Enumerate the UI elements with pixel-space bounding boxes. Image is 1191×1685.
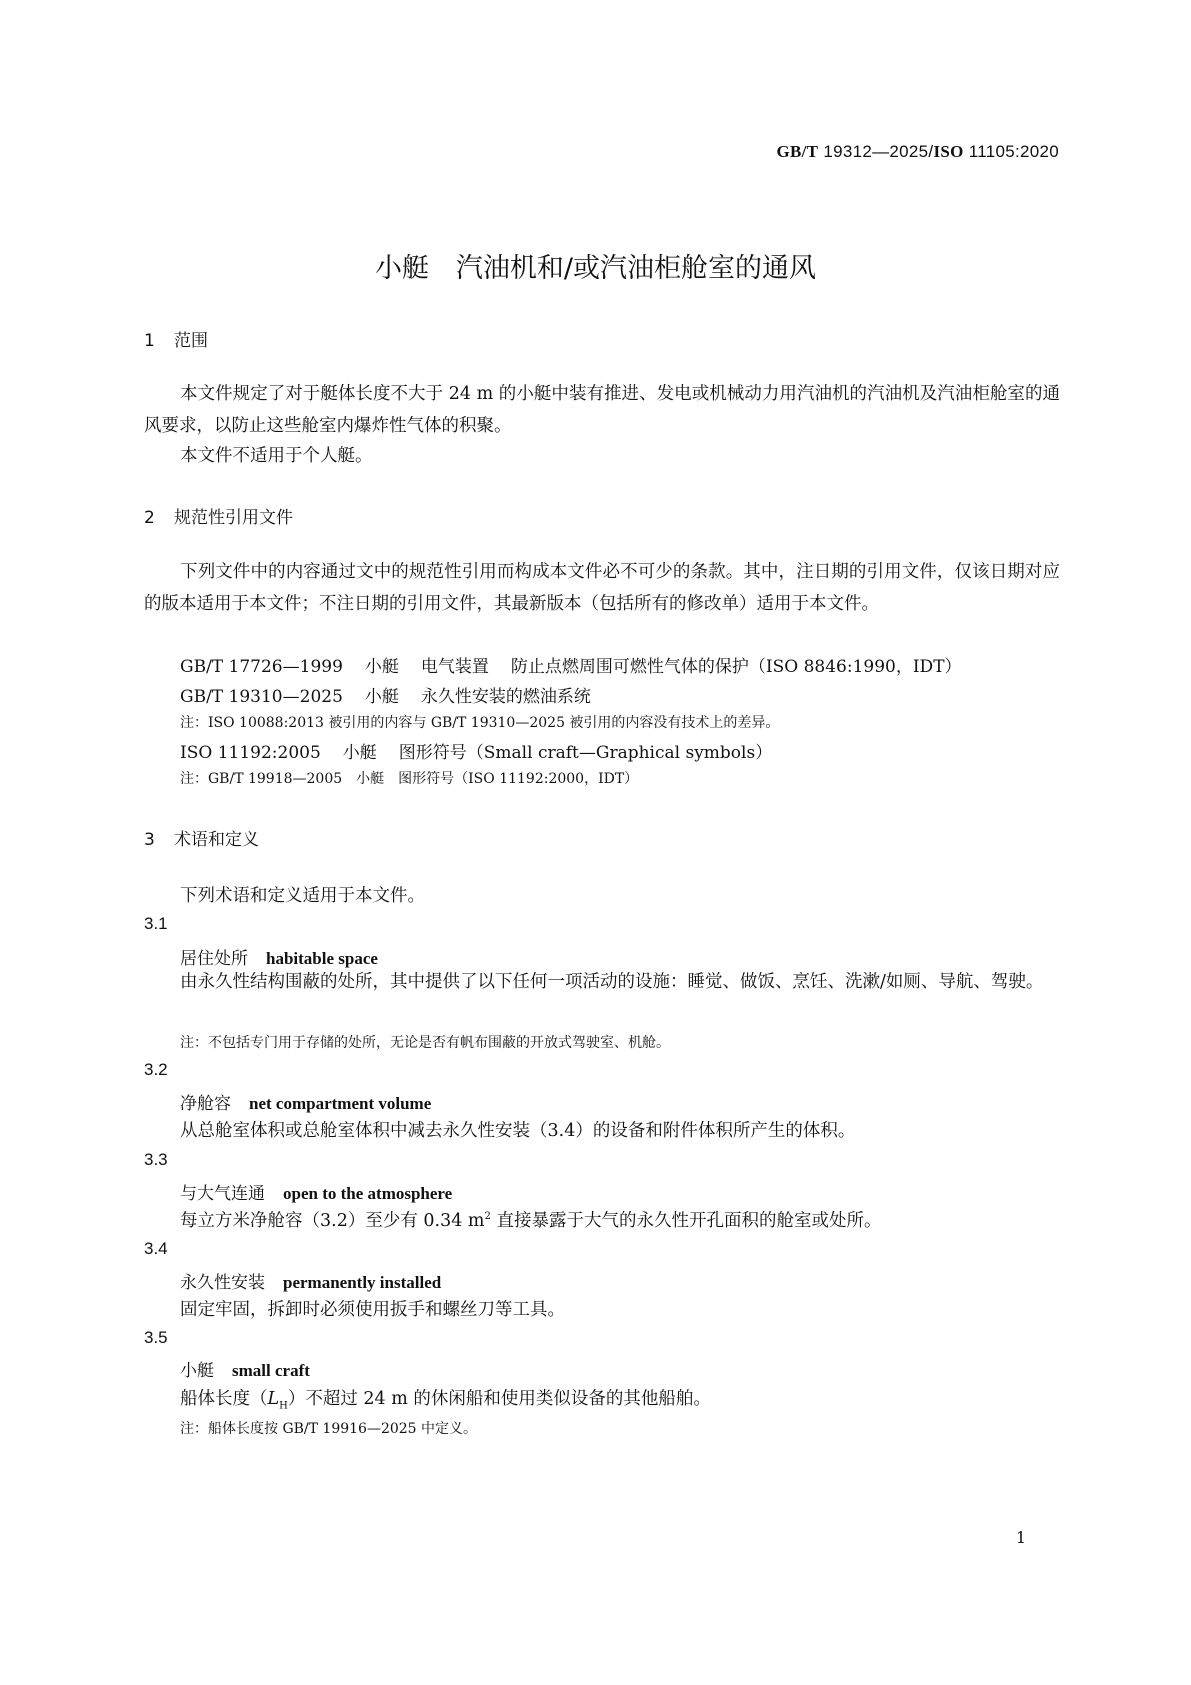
term-heading: 小艇 small craft [180, 1361, 310, 1381]
reference-item: GB/T 19310—2025 小艇 永久性安装的燃油系统 [180, 687, 591, 707]
clause-number: 3.3 [144, 1150, 168, 1169]
note: 注：ISO 10088:2013 被引用的内容与 GB/T 19310—2025 被引用的内容没有技术上的差异。 [180, 715, 780, 731]
section-2-heading: 2 规范性引用文件 [144, 508, 293, 528]
term-heading: 永久性安装 permanently installed [180, 1273, 442, 1293]
term-definition: 从总舱室体积或总舱室体积中减去永久性安装（3.4）的设备和附件体积所产生的体积。 [180, 1121, 856, 1141]
term-definition: 固定牢固，拆卸时必须使用扳手和螺丝刀等工具。 [180, 1300, 565, 1320]
clause-number: 3.5 [144, 1328, 168, 1347]
standard-number: GB/T 19312—2025/ISO 11105:2020 [776, 142, 1059, 161]
term-definition: 每立方米净舱容（3.2）至少有 0.34 $m^2$ 直接暴露于大气的永久性开孔面积的舱室或处所。 [180, 1211, 882, 1231]
section-1-paragraph: 本文件规定了对于艇体长度不大于 24 m 的小艇中装有推进、发电或机械动力用汽油机的汽油机及汽油柜舱室的通风要求，以防止这些舱室内爆炸性气体的积聚。 [144, 384, 1060, 436]
section-2-paragraph: 下列文件中的内容通过文中的规范性引用而构成本文件必不可少的条款。其中，注日期的引用文件，仅该日期对应的版本适用于本文件；不注日期的引用文件，其最新版本（包括所有的修改单）适用于本文件。 [144, 562, 1060, 614]
term-heading: 净舱容 net compartment volume [180, 1094, 432, 1114]
note: 注：GB/T 19918—2005 小艇 图形符号（ISO 11192:2000，IDT） [180, 771, 639, 787]
note: 注：不包括专门用于存储的处所，无论是否有帆布围蔽的开放式驾驶室、机舱。 [180, 1035, 670, 1051]
page-number: 1 [1015, 1528, 1026, 1547]
clause-number: 3.2 [144, 1060, 168, 1079]
term-heading: 居住处所 habitable space [180, 949, 378, 969]
section-3-heading: 3 术语和定义 [144, 830, 259, 850]
term-definition: 船体长度$(L_H)$不超过 24 m 的休闲船和使用类似设备的其他船舶。 [180, 1389, 711, 1412]
reference-item: ISO 11192:2005 小艇 图形符号（Small craft—Graphical symbols） [180, 743, 773, 763]
clause-number: 3.1 [144, 914, 168, 933]
note: 注：船体长度按 GB/T 19916—2025 中定义。 [180, 1421, 478, 1437]
document-title: 小艇 汽油机和/或汽油柜舱室的通风 [374, 253, 817, 284]
section-3-intro: 下列术语和定义适用于本文件。 [180, 886, 425, 906]
term-definition: 由永久性结构围蔽的处所，其中提供了以下任何一项活动的设施：睡觉、做饭、烹饪、洗漱/如厕、导航、驾驶。 [180, 972, 1044, 992]
section-1-heading: 1 范围 [144, 331, 208, 351]
clause-number: 3.4 [144, 1239, 168, 1258]
reference-item: GB/T 17726—1999 小艇 电气装置 防止点燃周围可燃性气体的保护（ISO 8846:1990，IDT） [180, 657, 962, 677]
term-heading: 与大气连通 open to the atmosphere [180, 1184, 453, 1204]
section-1-exclusion: 本文件不适用于个人艇。 [180, 446, 373, 466]
